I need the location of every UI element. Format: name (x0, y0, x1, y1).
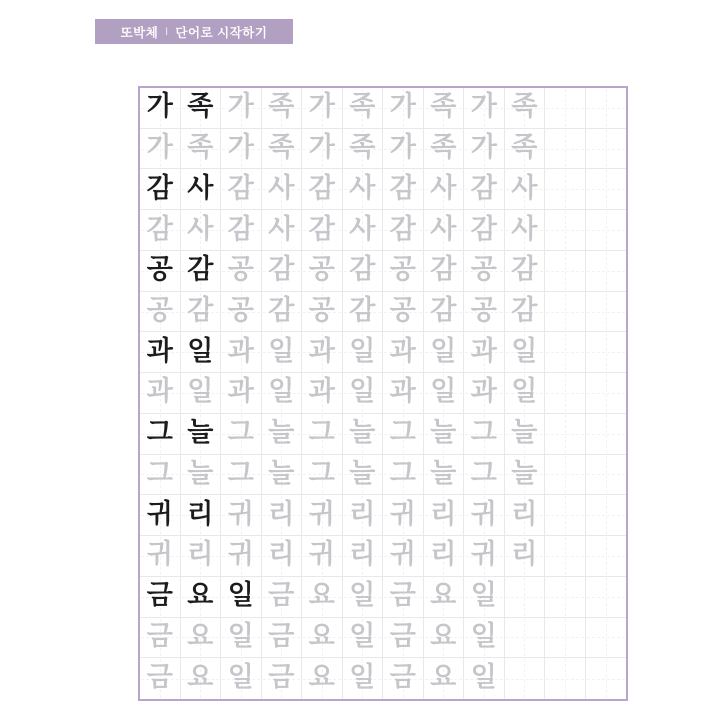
practice-cell: 리 (424, 536, 465, 577)
practice-cell: 그 (383, 414, 424, 455)
practice-cell: 일 (505, 373, 546, 414)
practice-cell: 족 (505, 129, 546, 170)
practice-cell: 요 (302, 658, 343, 699)
practice-grid (138, 86, 628, 701)
practice-cell: 과 (221, 332, 262, 373)
practice-cell: 감 (140, 169, 181, 210)
practice-cell: 요 (424, 658, 465, 699)
practice-cell: 족 (181, 88, 222, 129)
empty-practice-cell (586, 618, 627, 659)
practice-cell: 사 (505, 210, 546, 251)
practice-cell: 가 (302, 88, 343, 129)
practice-cell: 일 (343, 373, 384, 414)
practice-cell: 과 (464, 373, 505, 414)
practice-cell: 요 (181, 618, 222, 659)
empty-practice-cell (545, 292, 586, 333)
practice-cell: 사 (424, 169, 465, 210)
practice-cell: 감 (424, 292, 465, 333)
practice-cell: 감 (221, 210, 262, 251)
practice-cell: 일 (343, 618, 384, 659)
practice-cell: 귀 (221, 536, 262, 577)
practice-cell: 가 (221, 129, 262, 170)
practice-cell: 과 (140, 332, 181, 373)
practice-cell: 과 (302, 373, 343, 414)
practice-cell: 늘 (343, 414, 384, 455)
practice-cell: 일 (343, 577, 384, 618)
empty-practice-cell (586, 210, 627, 251)
practice-cell: 귀 (383, 536, 424, 577)
practice-cell: 일 (343, 332, 384, 373)
empty-practice-cell (545, 169, 586, 210)
practice-cell: 과 (464, 332, 505, 373)
practice-cell: 감 (302, 169, 343, 210)
practice-cell: 늘 (181, 455, 222, 496)
practice-cell: 일 (181, 332, 222, 373)
practice-cell: 금 (383, 658, 424, 699)
practice-cell: 감 (181, 292, 222, 333)
practice-cell: 족 (343, 88, 384, 129)
practice-cell: 요 (424, 618, 465, 659)
empty-practice-cell (505, 577, 546, 618)
practice-cell: 과 (302, 332, 343, 373)
practice-cell: 사 (262, 169, 303, 210)
practice-cell: 사 (343, 169, 384, 210)
practice-cell: 귀 (140, 536, 181, 577)
practice-cell: 리 (262, 536, 303, 577)
practice-cell: 사 (262, 210, 303, 251)
practice-cell: 과 (383, 332, 424, 373)
empty-practice-cell (545, 88, 586, 129)
practice-cell: 그 (140, 414, 181, 455)
practice-cell: 감 (505, 251, 546, 292)
practice-cell: 그 (221, 414, 262, 455)
practice-cell: 그 (221, 455, 262, 496)
practice-cell: 가 (221, 88, 262, 129)
practice-cell: 가 (302, 129, 343, 170)
practice-cell: 그 (464, 455, 505, 496)
practice-cell: 감 (464, 210, 505, 251)
practice-cell: 족 (505, 88, 546, 129)
empty-practice-cell (586, 169, 627, 210)
empty-practice-cell (545, 251, 586, 292)
practice-cell: 사 (181, 210, 222, 251)
practice-cell: 리 (505, 536, 546, 577)
practice-cell: 감 (221, 169, 262, 210)
practice-cell: 늘 (181, 414, 222, 455)
practice-cell: 공 (383, 292, 424, 333)
empty-practice-cell (505, 618, 546, 659)
practice-cell: 요 (424, 577, 465, 618)
empty-practice-cell (545, 536, 586, 577)
practice-cell: 금 (140, 618, 181, 659)
practice-cell: 과 (221, 373, 262, 414)
practice-cell: 과 (140, 373, 181, 414)
practice-cell: 공 (464, 251, 505, 292)
practice-cell: 귀 (140, 495, 181, 536)
empty-practice-cell (545, 129, 586, 170)
practice-cell: 족 (424, 129, 465, 170)
practice-cell: 공 (464, 292, 505, 333)
practice-cell: 가 (383, 129, 424, 170)
practice-cell: 가 (140, 88, 181, 129)
empty-practice-cell (545, 373, 586, 414)
practice-cell: 일 (464, 618, 505, 659)
practice-cell: 귀 (464, 536, 505, 577)
practice-cell: 리 (424, 495, 465, 536)
practice-cell: 리 (343, 536, 384, 577)
practice-cell: 요 (181, 577, 222, 618)
badge-title: 또박체 (120, 25, 159, 40)
practice-cell: 족 (181, 129, 222, 170)
practice-cell: 금 (262, 658, 303, 699)
practice-cell: 가 (140, 129, 181, 170)
empty-practice-cell (586, 658, 627, 699)
practice-cell: 공 (302, 251, 343, 292)
empty-practice-cell (586, 373, 627, 414)
practice-cell: 사 (505, 169, 546, 210)
practice-cell: 그 (464, 414, 505, 455)
practice-cell: 그 (383, 455, 424, 496)
practice-cell: 감 (424, 251, 465, 292)
empty-practice-cell (545, 577, 586, 618)
practice-cell: 늘 (505, 455, 546, 496)
practice-cell: 귀 (464, 495, 505, 536)
practice-cell: 일 (221, 577, 262, 618)
practice-cell: 감 (262, 292, 303, 333)
practice-cell: 그 (302, 455, 343, 496)
practice-cell: 귀 (302, 536, 343, 577)
practice-cell: 공 (302, 292, 343, 333)
practice-cell: 공 (221, 251, 262, 292)
practice-cell: 귀 (302, 495, 343, 536)
practice-cell: 리 (505, 495, 546, 536)
practice-cell: 늘 (424, 414, 465, 455)
practice-cell: 감 (343, 292, 384, 333)
practice-cell: 일 (221, 618, 262, 659)
practice-cell: 요 (181, 658, 222, 699)
empty-practice-cell (586, 536, 627, 577)
empty-practice-cell (545, 332, 586, 373)
practice-cell: 일 (221, 658, 262, 699)
practice-cell: 감 (383, 210, 424, 251)
practice-cell: 공 (140, 251, 181, 292)
empty-practice-cell (545, 658, 586, 699)
practice-cell: 공 (383, 251, 424, 292)
empty-practice-cell (586, 251, 627, 292)
practice-cell: 감 (343, 251, 384, 292)
practice-cell: 감 (302, 210, 343, 251)
practice-cell: 감 (140, 210, 181, 251)
practice-cell: 일 (343, 658, 384, 699)
empty-practice-cell (586, 455, 627, 496)
empty-practice-cell (586, 577, 627, 618)
practice-cell: 귀 (221, 495, 262, 536)
practice-cell: 요 (302, 577, 343, 618)
practice-cell: 일 (464, 577, 505, 618)
practice-cell: 사 (424, 210, 465, 251)
practice-cell: 가 (464, 88, 505, 129)
practice-cell: 금 (383, 577, 424, 618)
empty-practice-cell (545, 618, 586, 659)
practice-cell: 일 (424, 332, 465, 373)
practice-cell: 사 (181, 169, 222, 210)
practice-cell: 일 (262, 332, 303, 373)
practice-cell: 늘 (343, 455, 384, 496)
practice-cell: 리 (262, 495, 303, 536)
practice-cell: 금 (262, 577, 303, 618)
empty-practice-cell (545, 495, 586, 536)
empty-practice-cell (586, 129, 627, 170)
practice-cell: 공 (221, 292, 262, 333)
empty-practice-cell (586, 332, 627, 373)
practice-cell: 귀 (383, 495, 424, 536)
practice-cell: 늘 (262, 455, 303, 496)
empty-practice-cell (545, 455, 586, 496)
badge-separator: | (165, 26, 169, 37)
practice-cell: 일 (505, 332, 546, 373)
practice-cell: 늘 (505, 414, 546, 455)
empty-practice-cell (545, 210, 586, 251)
empty-practice-cell (586, 88, 627, 129)
empty-practice-cell (586, 292, 627, 333)
empty-practice-cell (586, 414, 627, 455)
practice-cell: 과 (383, 373, 424, 414)
practice-cell: 감 (383, 169, 424, 210)
practice-cell: 감 (181, 251, 222, 292)
practice-cell: 일 (181, 373, 222, 414)
practice-cell: 늘 (424, 455, 465, 496)
practice-cell: 리 (181, 536, 222, 577)
practice-cell: 요 (302, 618, 343, 659)
practice-cell: 일 (262, 373, 303, 414)
practice-cell: 가 (383, 88, 424, 129)
practice-cell: 금 (140, 577, 181, 618)
practice-cell: 족 (424, 88, 465, 129)
practice-cell: 늘 (262, 414, 303, 455)
practice-cell: 리 (181, 495, 222, 536)
practice-cell: 금 (383, 618, 424, 659)
section-badge (95, 19, 293, 44)
empty-practice-cell (586, 495, 627, 536)
practice-cell: 감 (262, 251, 303, 292)
practice-cell: 일 (424, 373, 465, 414)
practice-cell: 가 (464, 129, 505, 170)
practice-cell: 족 (343, 129, 384, 170)
practice-cell: 족 (262, 129, 303, 170)
practice-cell: 그 (302, 414, 343, 455)
practice-cell: 감 (505, 292, 546, 333)
practice-cell: 족 (262, 88, 303, 129)
empty-practice-cell (545, 414, 586, 455)
practice-cell: 감 (464, 169, 505, 210)
practice-cell: 일 (464, 658, 505, 699)
practice-cell: 리 (343, 495, 384, 536)
practice-cell: 그 (140, 455, 181, 496)
practice-cell: 공 (140, 292, 181, 333)
practice-cell: 사 (343, 210, 384, 251)
badge-subtitle: 단어로 시작하기 (175, 25, 268, 40)
empty-practice-cell (505, 658, 546, 699)
practice-cell: 금 (262, 618, 303, 659)
practice-cell: 금 (140, 658, 181, 699)
